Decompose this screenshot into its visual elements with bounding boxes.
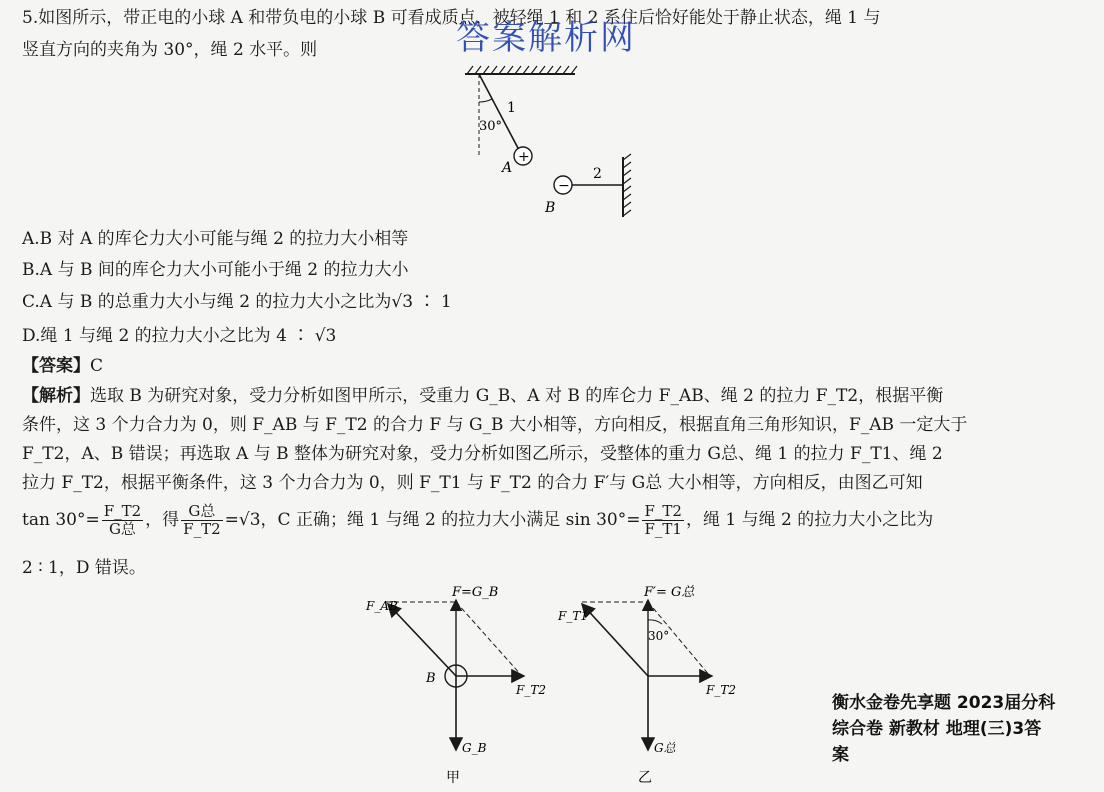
- fraction-tan: [102, 503, 143, 538]
- label-ft2: F_T2: [706, 683, 736, 697]
- analysis-5a: tan 30°=: [22, 510, 100, 530]
- answer-label: 【答案】: [22, 356, 90, 376]
- analysis-line-3: F_T2，A、B 错误；再选取 A 与 B 整体为研究对象，受力分析如图乙所示，受整体的重力 G总、绳 1 的拉力 F_T1、绳 2: [22, 444, 943, 464]
- analysis-line-6: 2 ∶ 1，D 错误。: [22, 558, 146, 578]
- caption-jia: 甲: [446, 770, 460, 786]
- angle-label: 30°: [479, 119, 503, 134]
- footer-title: [832, 690, 1100, 768]
- fraction-ratio-den: F_T2: [183, 520, 221, 538]
- analysis-label: 【解析】: [22, 386, 90, 406]
- right-wall: [623, 154, 631, 217]
- force-diagram-jia: [360, 580, 550, 790]
- analysis-5d: ，绳 1 与绳 2 的拉力大小之比为: [685, 510, 934, 530]
- dashed-diagonal: [456, 602, 522, 676]
- ball-b-sign: −: [558, 178, 570, 194]
- answer-row: [22, 354, 103, 378]
- ball-b-label: B: [545, 200, 556, 216]
- fraction-ratio-num: G总: [181, 503, 222, 521]
- footer-line-2: 综合卷 新教材 地理(三)3答: [832, 719, 1042, 739]
- caption-yi: 乙: [638, 770, 652, 786]
- option-b: B.A 与 B 间的库仑力大小可能小于绳 2 的拉力大小: [22, 260, 409, 280]
- analysis-5b: ，得: [145, 510, 180, 530]
- angle-arc: [648, 620, 662, 624]
- analysis-line-5: [22, 500, 933, 540]
- ceiling: [465, 66, 577, 74]
- fraction-sin-num: F_T2: [644, 502, 682, 520]
- label-ft1: F_T1: [558, 609, 588, 623]
- force-diagram-yi: [552, 580, 762, 790]
- analysis-line-2: 条件，这 3 个力合力为 0，则 F_AB 与 F_T2 的合力 F 与 G_B 大小相等，方向相反，根据直角三角形知识，F_AB 一定大于: [22, 415, 968, 435]
- option-d: D.绳 1 与绳 2 的拉力大小之比为 4 ∶ √3: [22, 326, 337, 346]
- rope-1-label: 1: [507, 100, 516, 116]
- watermark: 答案解析网: [456, 18, 636, 58]
- question-line-2: 竖直方向的夹角为 30°，绳 2 水平。则: [22, 40, 318, 60]
- analysis-text-1: 选取 B 为研究对象，受力分析如图甲所示，受重力 G_B、A 对 B 的库仑力 F_AB、绳 2 的拉力 F_T2，根据平衡: [90, 386, 944, 406]
- analysis-line-4: 拉力 F_T2，根据平衡条件，这 3 个力合力为 0，则 F_T1 与 F_T2 的合力 F′与 G总 大小相等，方向相反，由图乙可知: [22, 473, 923, 493]
- question-figure: [455, 62, 655, 222]
- fab-arrow: [388, 604, 456, 676]
- fraction-tan-den: G总: [108, 520, 136, 538]
- label-ft2: F_T2: [516, 683, 546, 697]
- rope-2-label: 2: [593, 166, 602, 182]
- footer-line-1: 衡水金卷先享题 2023届分科: [832, 693, 1056, 713]
- label-f-gb: F=G_B: [452, 585, 499, 600]
- fraction-sin-den: F_T1: [644, 520, 682, 538]
- label-f-prime: F′= G总: [644, 585, 695, 600]
- fraction-sin: [642, 503, 683, 538]
- label-angle: 30°: [648, 629, 670, 643]
- question-line-1: 5.如图所示，带正电的小球 A 和带负电的小球 B 可看成质点，被轻绳 1 和 2 系住后恰好能处于静止状态，绳 1 与: [22, 8, 881, 28]
- ft1-arrow: [582, 604, 648, 676]
- analysis-line-1: [22, 384, 943, 408]
- label-g-total: G总: [654, 741, 676, 755]
- ball-a-sign: +: [518, 149, 530, 165]
- label-fab: F_AB: [366, 599, 398, 613]
- angle-arc: [479, 99, 492, 102]
- answer-value: C: [90, 356, 104, 376]
- label-b: B: [426, 671, 436, 686]
- option-a: A.B 对 A 的库仑力大小可能与绳 2 的拉力大小相等: [22, 229, 409, 249]
- footer-line-3: 案: [832, 745, 849, 765]
- fraction-ratio: [181, 503, 222, 538]
- fraction-tan-num: F_T2: [103, 502, 142, 520]
- option-c: C.A 与 B 的总重力大小与绳 2 的拉力大小之比为√3 ∶ 1: [22, 292, 452, 312]
- ball-a-label: A: [502, 160, 513, 176]
- analysis-5c: =√3，C 正确；绳 1 与绳 2 的拉力大小满足 sin 30°=: [224, 510, 641, 530]
- label-gb: G_B: [462, 741, 487, 755]
